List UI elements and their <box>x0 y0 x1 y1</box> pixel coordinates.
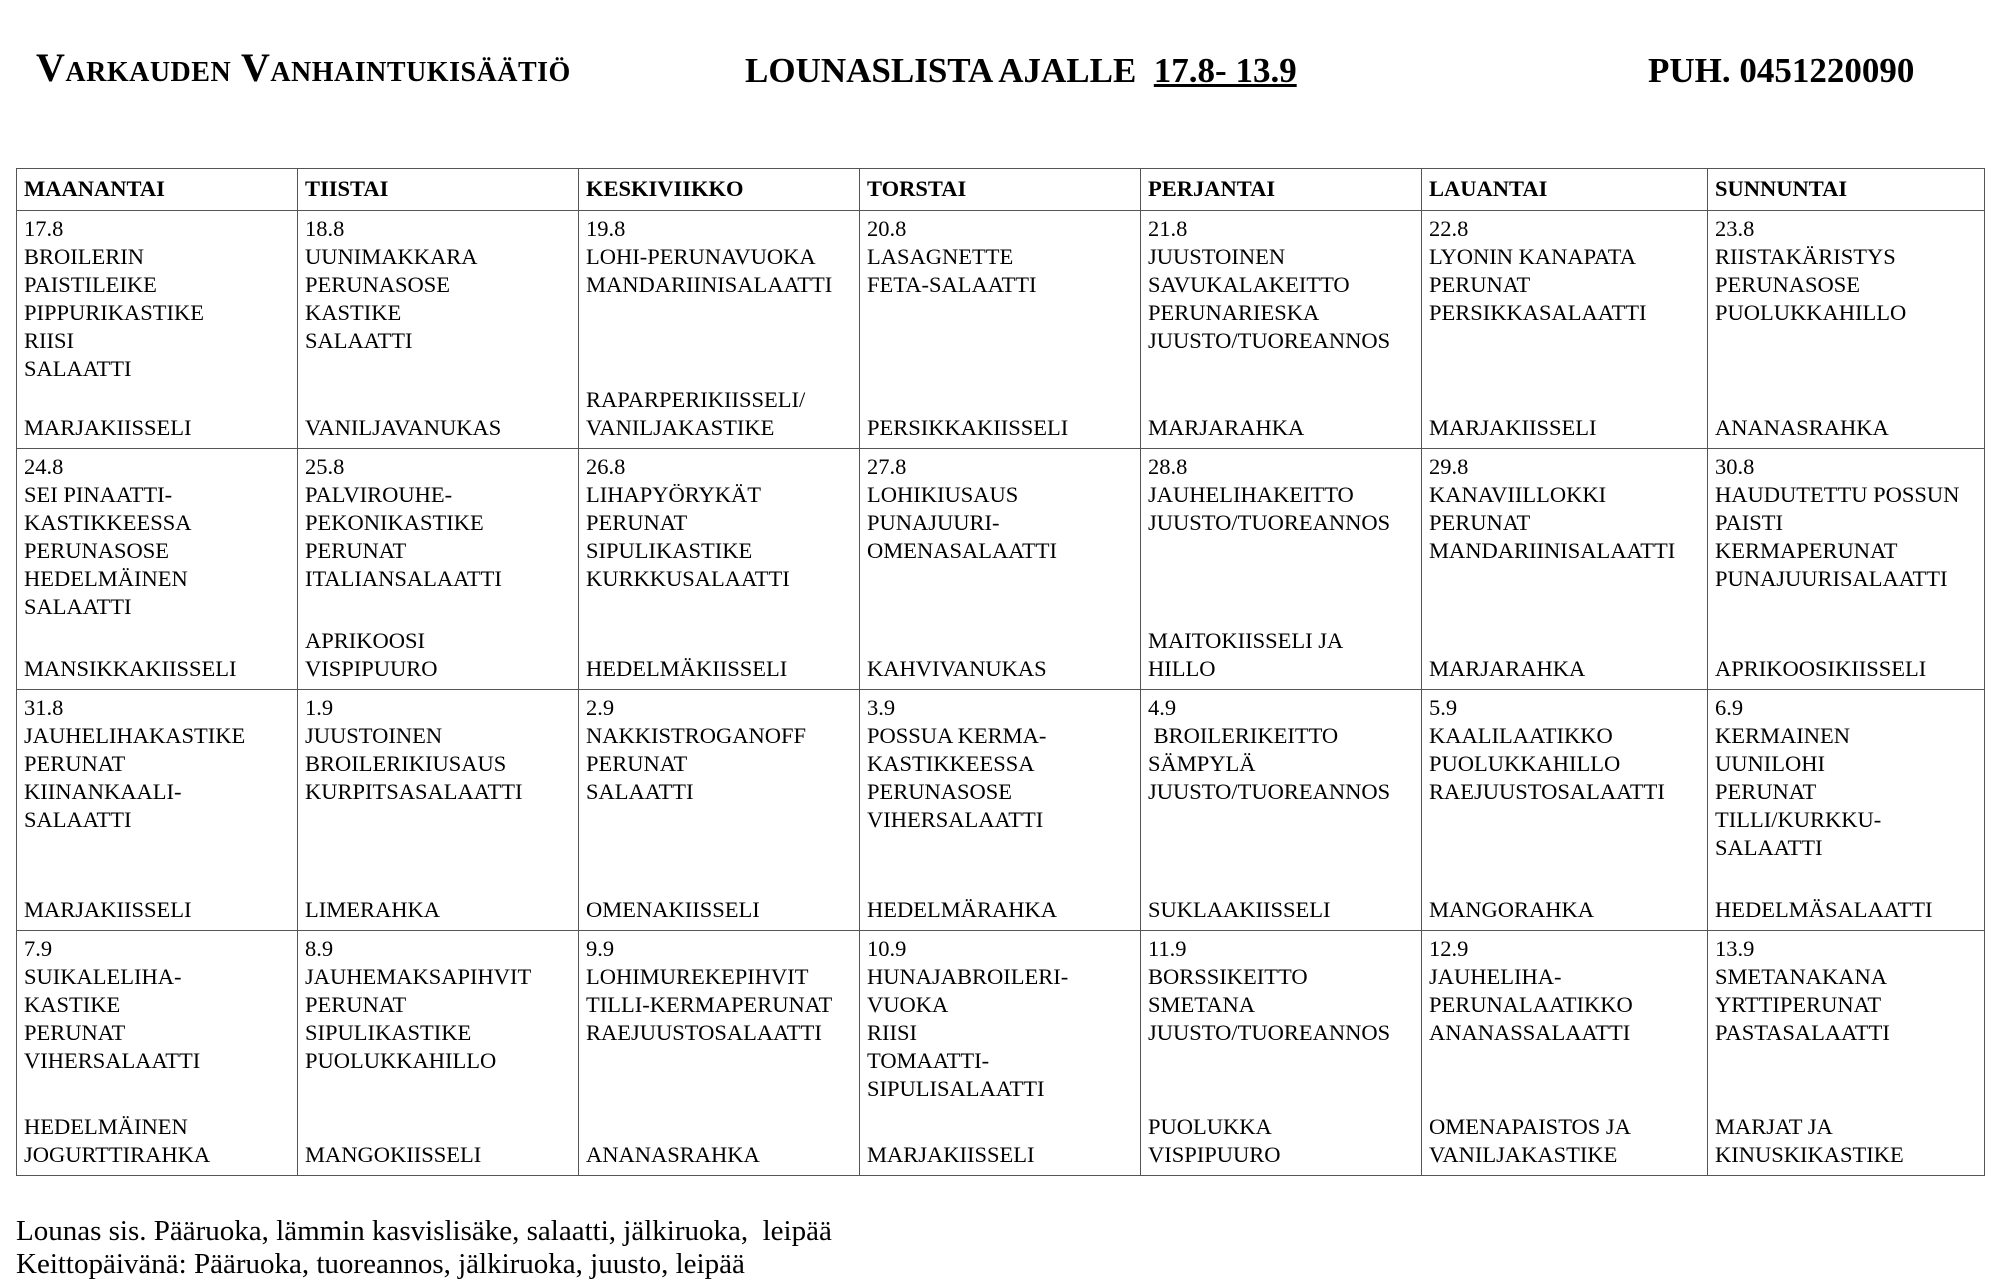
menu-date: 29.8 <box>1429 454 1469 479</box>
menu-date: 6.9 <box>1715 695 1744 720</box>
main-course-line: PUOLUKKAHILLO <box>1715 300 1907 325</box>
dessert-line: MARJAKIISSELI <box>867 1142 1035 1167</box>
main-course-block <box>1715 215 1977 327</box>
main-course-line: HEDELMÄINEN <box>24 566 188 591</box>
dessert-block <box>1429 655 1700 683</box>
menu-date: 18.8 <box>305 216 345 241</box>
menu-list-label: LOUNASLISTA AJALLE <box>745 51 1137 90</box>
menu-list-title <box>745 51 1297 91</box>
dessert-line: MANSIKKAKIISSELI <box>24 656 237 681</box>
dessert-line: ANANASRAHKA <box>586 1142 760 1167</box>
day-menu-content <box>1715 694 1977 924</box>
dessert-line: MANGOKIISSELI <box>305 1142 482 1167</box>
main-course-line: KERMAINEN <box>1715 723 1850 748</box>
weekday-header: SUNNUNTAI <box>1708 169 1985 211</box>
day-menu-content <box>867 935 1133 1169</box>
organization-title: Varkauden Vanhaintukisäätiö <box>36 45 571 90</box>
dessert-block <box>24 655 290 683</box>
menu-date: 13.9 <box>1715 936 1755 961</box>
main-course-line: VUOKA <box>867 992 949 1017</box>
main-course-line: PUNAJUURI- <box>867 510 1000 535</box>
main-course-line: JAUHELIHAKASTIKE <box>24 723 246 748</box>
menu-date: 8.9 <box>305 936 334 961</box>
dessert-block <box>867 1141 1133 1169</box>
main-course-line: RIISTAKÄRISTYS <box>1715 244 1896 269</box>
menu-date: 17.8 <box>24 216 64 241</box>
dessert-line: PERSIKKAKIISSELI <box>867 415 1069 440</box>
day-menu-cell <box>17 690 298 931</box>
main-course-block <box>305 453 571 593</box>
main-course-block <box>586 935 852 1047</box>
main-course-line: OMENASALAATTI <box>867 538 1057 563</box>
main-course-line: LYONIN KANAPATA <box>1429 244 1636 269</box>
main-course-line: SALAATTI <box>1715 835 1823 860</box>
dessert-line: MARJARAHKA <box>1148 415 1305 440</box>
main-course-line: LOHIMUREKEPIHVIT <box>586 964 809 989</box>
dessert-block <box>1715 655 1977 683</box>
main-course-line: SÄMPYLÄ <box>1148 751 1256 776</box>
main-course-line: PERUNAT <box>1429 272 1531 297</box>
day-menu-content <box>24 694 290 924</box>
main-course-line: JUUSTOINEN <box>305 723 443 748</box>
menu-date: 12.9 <box>1429 936 1469 961</box>
main-course-line: SEI PINAATTI- <box>24 482 173 507</box>
day-menu-content <box>305 694 571 924</box>
main-course-line: NAKKISTROGANOFF <box>586 723 807 748</box>
dessert-line: OMENAPAISTOS JA <box>1429 1114 1631 1139</box>
main-course-block <box>1429 694 1700 806</box>
day-menu-content <box>586 935 852 1169</box>
dessert-block <box>1429 414 1700 442</box>
menu-date: 4.9 <box>1148 695 1177 720</box>
dessert-line: VISPIPUURO <box>305 656 438 681</box>
footer-soup-day-includes: Keittopäivänä: Pääruoka, tuoreannos, jälkiruoka, juusto, leipää <box>16 1248 745 1280</box>
main-course-line: YRTTIPERUNAT <box>1715 992 1882 1017</box>
dessert-line: HEDELMÄRAHKA <box>867 897 1057 922</box>
dessert-line: ANANASRAHKA <box>1715 415 1889 440</box>
dessert-line: MANGORAHKA <box>1429 897 1595 922</box>
main-course-line: JUUSTOINEN <box>1148 244 1286 269</box>
main-course-block <box>305 935 571 1075</box>
menu-footer-notes <box>16 1215 832 1281</box>
main-course-line: LIHAPYÖRYKÄT <box>586 482 762 507</box>
main-course-line: KASTIKE <box>24 992 121 1017</box>
day-menu-content <box>1429 935 1700 1169</box>
day-menu-cell <box>579 690 860 931</box>
dessert-line: HEDELMÄKIISSELI <box>586 656 788 681</box>
main-course-line: KURPITSASALAATTI <box>305 779 523 804</box>
main-course-line: PERUNAT <box>305 538 407 563</box>
dessert-line: APRIKOOSIKIISSELI <box>1715 656 1927 681</box>
main-course-line: JUUSTO/TUOREANNOS <box>1148 328 1391 353</box>
day-menu-cell <box>1422 449 1708 690</box>
main-course-line: VIHERSALAATTI <box>24 1048 201 1073</box>
menu-date: 11.9 <box>1148 936 1187 961</box>
main-course-line: SALAATTI <box>24 356 132 381</box>
day-menu-content <box>305 935 571 1169</box>
day-menu-cell <box>1141 449 1422 690</box>
dessert-block <box>305 627 571 683</box>
main-course-line: BROILERIKIUSAUS <box>305 751 507 776</box>
main-course-line: UUNIMAKKARA <box>305 244 478 269</box>
menu-date: 10.9 <box>867 936 907 961</box>
day-menu-content <box>24 935 290 1169</box>
weekday-header: MAANANTAI <box>17 169 298 211</box>
weekday-header: KESKIVIIKKO <box>579 169 860 211</box>
main-course-line: RIISI <box>24 328 74 353</box>
day-menu-cell <box>298 690 579 931</box>
main-course-line: KASTIKE <box>305 300 402 325</box>
main-course-line: TILLI/KURKKU- <box>1715 807 1882 832</box>
day-menu-content <box>1148 935 1414 1169</box>
dessert-line: HEDELMÄINEN <box>24 1114 188 1139</box>
dessert-line: MAITOKIISSELI JA <box>1148 628 1344 653</box>
day-menu-cell <box>1141 931 1422 1176</box>
day-menu-cell <box>579 449 860 690</box>
menu-date: 25.8 <box>305 454 345 479</box>
main-course-line: PERUNAT <box>305 992 407 1017</box>
main-course-block <box>24 215 290 383</box>
weekday-header: TIISTAI <box>298 169 579 211</box>
main-course-line: KAALILAATIKKO <box>1429 723 1613 748</box>
main-course-line: PASTASALAATTI <box>1715 1020 1890 1045</box>
day-menu-content <box>867 215 1133 442</box>
menu-date: 1.9 <box>305 695 334 720</box>
day-menu-content <box>867 694 1133 924</box>
main-course-line: SALAATTI <box>586 779 694 804</box>
main-course-block <box>1715 453 1977 593</box>
main-course-line: HUNAJABROILERI- <box>867 964 1069 989</box>
day-menu-cell <box>579 211 860 449</box>
main-course-line: JUUSTO/TUOREANNOS <box>1148 1020 1391 1045</box>
dessert-block <box>305 896 571 924</box>
main-course-line: SALAATTI <box>24 594 132 619</box>
day-menu-content <box>305 453 571 683</box>
dessert-line: LIMERAHKA <box>305 897 440 922</box>
main-course-line: PERUNAT <box>24 1020 126 1045</box>
dessert-block <box>867 896 1133 924</box>
dessert-block <box>24 414 290 442</box>
main-course-line: SMETANA <box>1148 992 1255 1017</box>
menu-date: 9.9 <box>586 936 615 961</box>
menu-date: 28.8 <box>1148 454 1188 479</box>
main-course-line: PEKONIKASTIKE <box>305 510 484 535</box>
main-course-block <box>867 694 1133 834</box>
main-course-block <box>1148 935 1414 1047</box>
main-course-line: RIISI <box>867 1020 917 1045</box>
menu-date: 20.8 <box>867 216 907 241</box>
day-menu-cell <box>579 931 860 1176</box>
main-course-line: JUUSTO/TUOREANNOS <box>1148 779 1391 804</box>
main-course-block <box>867 215 1133 299</box>
menu-date: 3.9 <box>867 695 896 720</box>
dessert-line: RAPARPERIKIISSELI/ <box>586 387 806 412</box>
dessert-block <box>1715 1113 1977 1169</box>
dessert-block <box>586 655 852 683</box>
dessert-line: VANILJAVANUKAS <box>305 415 502 440</box>
day-menu-content <box>24 215 290 442</box>
main-course-line: UUNILOHI <box>1715 751 1825 776</box>
day-menu-content <box>1429 453 1700 683</box>
main-course-line: PERUNAT <box>24 751 126 776</box>
day-menu-content <box>1715 453 1977 683</box>
main-course-line: MANDARIINISALAATTI <box>586 272 833 297</box>
dessert-block <box>586 896 852 924</box>
main-course-line: KERMAPERUNAT <box>1715 538 1898 563</box>
dessert-block <box>1148 896 1414 924</box>
main-course-line: PERUNAT <box>1715 779 1817 804</box>
main-course-block <box>1715 935 1977 1047</box>
dessert-line: MARJAKIISSELI <box>1429 415 1597 440</box>
main-course-block <box>1148 453 1414 537</box>
main-course-line: SIPULIKASTIKE <box>586 538 753 563</box>
main-course-block <box>1429 453 1700 565</box>
dessert-line: KINUSKIKASTIKE <box>1715 1142 1904 1167</box>
main-course-block <box>305 694 571 806</box>
day-menu-cell <box>17 931 298 1176</box>
main-course-block <box>867 935 1133 1103</box>
day-menu-cell <box>1141 690 1422 931</box>
day-menu-content <box>1715 215 1977 442</box>
main-course-line: JAUHEMAKSAPIHVIT <box>305 964 532 989</box>
main-course-line: FETA-SALAATTI <box>867 272 1037 297</box>
main-course-line: KANAVIILLOKKI <box>1429 482 1607 507</box>
dessert-block <box>305 1141 571 1169</box>
dessert-line: VISPIPUURO <box>1148 1142 1281 1167</box>
dessert-line: KAHVIVANUKAS <box>867 656 1047 681</box>
day-menu-cell <box>1141 211 1422 449</box>
main-course-line: PERUNAT <box>586 751 688 776</box>
menu-date: 21.8 <box>1148 216 1188 241</box>
menu-date: 2.9 <box>586 695 615 720</box>
main-course-line: PUNAJUURISALAATTI <box>1715 566 1948 591</box>
week-row <box>17 931 1985 1176</box>
weekday-header: LAUANTAI <box>1422 169 1708 211</box>
week-row <box>17 690 1985 931</box>
document-header <box>36 44 1966 104</box>
main-course-line: PAISTILEIKE <box>24 272 157 297</box>
day-menu-content <box>1148 215 1414 442</box>
dessert-line: HILLO <box>1148 656 1216 681</box>
weekday-header: TORSTAI <box>860 169 1141 211</box>
day-menu-content <box>1715 935 1977 1169</box>
main-course-line: PAISTI <box>1715 510 1783 535</box>
dessert-line: MARJAKIISSELI <box>24 897 192 922</box>
lunch-menu-table <box>16 168 1985 1176</box>
main-course-line: TILLI-KERMAPERUNAT <box>586 992 833 1017</box>
main-course-line: JUUSTO/TUOREANNOS <box>1148 510 1391 535</box>
week-row <box>17 449 1985 690</box>
main-course-block <box>305 215 571 355</box>
main-course-block <box>586 215 852 299</box>
main-course-line: PALVIROUHE- <box>305 482 453 507</box>
dessert-block <box>1715 896 1977 924</box>
day-menu-cell <box>1422 690 1708 931</box>
dessert-line: PUOLUKKA <box>1148 1114 1272 1139</box>
main-course-block <box>1148 694 1414 806</box>
main-course-line: PERUNAT <box>1429 510 1531 535</box>
menu-date: 26.8 <box>586 454 626 479</box>
dessert-block <box>24 1113 290 1169</box>
main-course-block <box>586 694 852 806</box>
dessert-line: HEDELMÄSALAATTI <box>1715 897 1933 922</box>
day-menu-content <box>586 694 852 924</box>
day-menu-cell <box>17 449 298 690</box>
main-course-line: ITALIANSALAATTI <box>305 566 502 591</box>
main-course-block <box>1148 215 1414 355</box>
day-menu-cell <box>1708 449 1985 690</box>
weekday-header-row <box>17 169 1985 211</box>
main-course-line: PUOLUKKAHILLO <box>305 1048 497 1073</box>
day-menu-cell <box>298 931 579 1176</box>
main-course-line: RAEJUUSTOSALAATTI <box>586 1020 822 1045</box>
day-menu-content <box>1148 453 1414 683</box>
main-course-block <box>24 453 290 621</box>
main-course-line: JAUHELIHA- <box>1429 964 1562 989</box>
main-course-block <box>867 453 1133 565</box>
menu-date: 31.8 <box>24 695 64 720</box>
day-menu-cell <box>1708 211 1985 449</box>
dessert-line: APRIKOOSI <box>305 628 426 653</box>
day-menu-content <box>586 453 852 683</box>
main-course-line: SIPULISALAATTI <box>867 1076 1045 1101</box>
main-course-line: KASTIKKEESSA <box>867 751 1035 776</box>
main-course-line: SAVUKALAKEITTO <box>1148 272 1350 297</box>
dessert-block <box>1148 627 1414 683</box>
menu-date: 30.8 <box>1715 454 1755 479</box>
main-course-block <box>24 935 290 1075</box>
main-course-line: KASTIKKEESSA <box>24 510 192 535</box>
main-course-block <box>1429 935 1700 1047</box>
day-menu-content <box>586 215 852 442</box>
main-course-line: PERUNASOSE <box>1715 272 1861 297</box>
day-menu-content <box>1429 215 1700 442</box>
dessert-line: OMENAKIISSELI <box>586 897 760 922</box>
main-course-line: MANDARIINISALAATTI <box>1429 538 1676 563</box>
dessert-line: VANILJAKASTIKE <box>1429 1142 1618 1167</box>
day-menu-cell <box>298 449 579 690</box>
dessert-line: MARJARAHKA <box>1429 656 1586 681</box>
dessert-block <box>1148 1113 1414 1169</box>
main-course-line: POSSUA KERMA- <box>867 723 1047 748</box>
main-course-line: PERSIKKASALAATTI <box>1429 300 1647 325</box>
menu-date: 5.9 <box>1429 695 1458 720</box>
main-course-line: SUIKALELIHA- <box>24 964 182 989</box>
main-course-line: SIPULIKASTIKE <box>305 1020 472 1045</box>
main-course-line: LOHI-PERUNAVUOKA <box>586 244 816 269</box>
main-course-line: PUOLUKKAHILLO <box>1429 751 1621 776</box>
dessert-block <box>1715 414 1977 442</box>
main-course-line: JAUHELIHAKEITTO <box>1148 482 1354 507</box>
main-course-line: BROILERIKEITTO <box>1148 723 1339 748</box>
menu-date: 7.9 <box>24 936 53 961</box>
main-course-line: LOHIKIUSAUS <box>867 482 1019 507</box>
day-menu-cell <box>298 211 579 449</box>
main-course-line: HAUDUTETTU POSSUN <box>1715 482 1960 507</box>
day-menu-cell <box>860 449 1141 690</box>
main-course-block <box>24 694 290 834</box>
main-course-line: SALAATTI <box>24 807 132 832</box>
menu-date: 23.8 <box>1715 216 1755 241</box>
day-menu-cell <box>1708 690 1985 931</box>
dessert-line: JOGURTTIRAHKA <box>24 1142 211 1167</box>
main-course-line: PERUNAT <box>586 510 688 535</box>
day-menu-content <box>305 215 571 442</box>
dessert-block <box>867 414 1133 442</box>
dessert-block <box>1429 896 1700 924</box>
day-menu-cell <box>1422 931 1708 1176</box>
dessert-line: SUKLAAKIISSELI <box>1148 897 1331 922</box>
dessert-block <box>24 896 290 924</box>
weekday-header: PERJANTAI <box>1141 169 1422 211</box>
main-course-line: RAEJUUSTOSALAATTI <box>1429 779 1665 804</box>
dessert-block <box>586 1141 852 1169</box>
phone-number: PUH. 0451220090 <box>1648 51 1915 90</box>
main-course-line: KURKKUSALAATTI <box>586 566 790 591</box>
main-course-line: PERUNASOSE <box>867 779 1013 804</box>
main-course-line: SMETANAKANA <box>1715 964 1887 989</box>
footer-lunch-includes: Lounas sis. Pääruoka, lämmin kasvislisäke, salaatti, jälkiruoka, leipää <box>16 1215 832 1247</box>
main-course-line: BORSSIKEITTO <box>1148 964 1308 989</box>
day-menu-content <box>1429 694 1700 924</box>
day-menu-content <box>24 453 290 683</box>
day-menu-cell <box>17 211 298 449</box>
main-course-line: TOMAATTI- <box>867 1048 990 1073</box>
main-course-line: KIINANKAALI- <box>24 779 182 804</box>
main-course-line: VIHERSALAATTI <box>867 807 1044 832</box>
menu-date: 19.8 <box>586 216 626 241</box>
main-course-line: LASAGNETTE <box>867 244 1014 269</box>
main-course-block <box>586 453 852 593</box>
menu-list-period: 17.8- 13.9 <box>1153 51 1297 90</box>
day-menu-cell <box>1422 211 1708 449</box>
dessert-line: MARJAT JA <box>1715 1114 1833 1139</box>
main-course-line: ANANASSALAATTI <box>1429 1020 1631 1045</box>
day-menu-content <box>867 453 1133 683</box>
day-menu-cell <box>1708 931 1985 1176</box>
day-menu-cell <box>860 931 1141 1176</box>
dessert-line: MARJAKIISSELI <box>24 415 192 440</box>
day-menu-cell <box>860 690 1141 931</box>
main-course-line: PERUNASOSE <box>305 272 451 297</box>
dessert-block <box>586 386 852 442</box>
day-menu-content <box>1148 694 1414 924</box>
main-course-block <box>1715 694 1977 862</box>
week-row <box>17 211 1985 449</box>
menu-date: 27.8 <box>867 454 907 479</box>
main-course-line: PIPPURIKASTIKE <box>24 300 205 325</box>
dessert-block <box>1148 414 1414 442</box>
main-course-block <box>1429 215 1700 327</box>
dessert-block <box>1429 1113 1700 1169</box>
main-course-line: PERUNARIESKA <box>1148 300 1320 325</box>
dessert-block <box>867 655 1133 683</box>
menu-date: 24.8 <box>24 454 64 479</box>
main-course-line: BROILERIN <box>24 244 144 269</box>
dessert-line: VANILJAKASTIKE <box>586 415 775 440</box>
main-course-line: PERUNALAATIKKO <box>1429 992 1633 1017</box>
menu-date: 22.8 <box>1429 216 1469 241</box>
main-course-line: PERUNASOSE <box>24 538 170 563</box>
main-course-line: SALAATTI <box>305 328 413 353</box>
dessert-block <box>305 414 571 442</box>
day-menu-cell <box>860 211 1141 449</box>
